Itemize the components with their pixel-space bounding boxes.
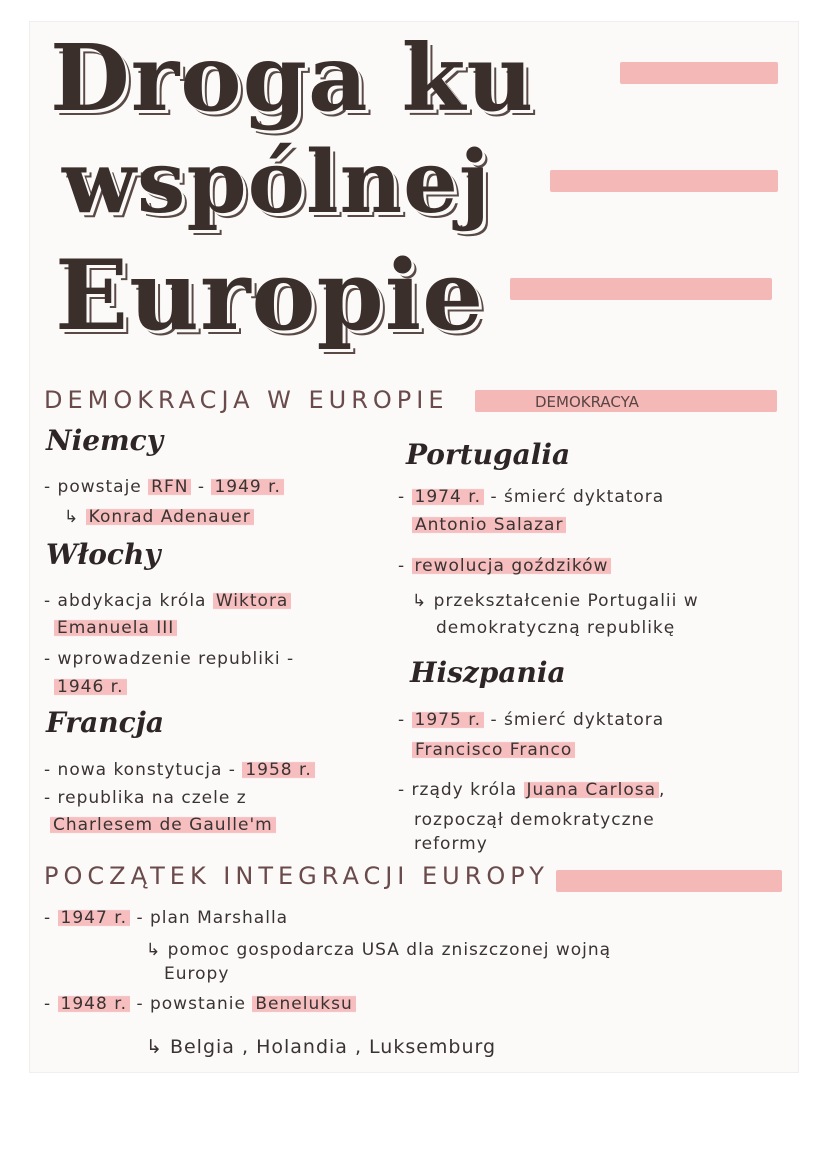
portugalia-line-5: demokratyczną republikę (436, 618, 676, 638)
francja-line-3: Charlesem de Gaulle'm (50, 815, 276, 835)
arrow-icon: ↳ (64, 507, 80, 527)
wlochy-line-2: Emanuela III (54, 618, 177, 638)
wlochy-line-1: - abdykacja króla Wiktora (44, 591, 291, 611)
country-heading-niemcy: Niemcy (46, 424, 163, 457)
wlochy-line-4: 1946 r. (54, 677, 127, 697)
portugalia-line-4: ↳ przekształcenie Portugalii w (412, 591, 699, 611)
portugalia-line-2: Antonio Salazar (412, 515, 566, 535)
title-line-3: Europie (55, 239, 485, 352)
country-heading-wlochy: Włochy (46, 538, 161, 571)
section-tag-democracy: DEMOKRACYA (535, 393, 639, 411)
integration-line-5: ↳ Belgia , Holandia , Luksemburg (146, 1036, 497, 1058)
hiszpania-line-1: - 1975 r. - śmierć dyktatora (398, 710, 665, 730)
title-highlight-bar-2 (550, 170, 778, 192)
francja-line-1: - nowa konstytucja - 1958 r. (44, 760, 315, 780)
hiszpania-line-5: reformy (414, 834, 488, 854)
section-highlight-bar-2 (556, 870, 782, 892)
hiszpania-line-2: Francisco Franco (412, 740, 575, 760)
country-heading-francja: Francja (46, 706, 164, 739)
portugalia-line-3: - rewolucja goździków (398, 556, 611, 576)
section-heading-democracy: DEMOKRACJA W EUROPIE (44, 386, 449, 414)
hiszpania-line-3: - rządy króla Juana Carlosa , (398, 780, 666, 800)
integration-line-2: ↳ pomoc gospodarcza USA dla zniszczonej wojną (146, 940, 612, 960)
portugalia-line-1: - 1974 r. - śmierć dyktatora (398, 487, 665, 507)
hiszpania-line-4: rozpoczął demokratyczne (414, 810, 655, 830)
title-highlight-bar-1 (620, 62, 778, 84)
integration-line-1: - 1947 r. - plan Marshalla (44, 908, 289, 928)
niemcy-line-2: ↳ Konrad Adenauer (64, 507, 254, 527)
francja-line-2: - republika na czele z (44, 788, 247, 808)
integration-line-3: Europy (164, 964, 230, 984)
niemcy-line-1: - powstaje RFN - 1949 r. (44, 477, 284, 497)
title-highlight-bar-3 (510, 278, 772, 300)
country-heading-hiszpania: Hiszpania (410, 656, 566, 689)
country-heading-portugalia: Portugalia (406, 438, 571, 471)
title-line-2: wspólnej (62, 132, 491, 233)
section-heading-integration: POCZĄTEK INTEGRACJI EUROPY (44, 862, 549, 890)
integration-line-4: - 1948 r. - powstanie Beneluksu (44, 994, 356, 1014)
wlochy-line-3: - wprowadzenie republiki - (44, 649, 295, 669)
title-line-1: Droga ku (50, 24, 535, 132)
